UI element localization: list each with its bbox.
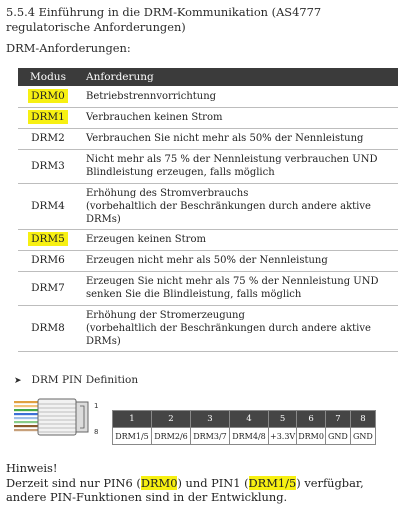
table-row <box>18 149 398 183</box>
requirement-line-1: Erhöhung des Stromverbrauchs <box>86 187 249 199</box>
table-row <box>18 128 398 149</box>
requirement-line-1: Erzeugen keinen Strom <box>86 234 206 245</box>
pin-function-cell: DRM1/5 <box>113 428 152 445</box>
mode-cell <box>18 149 78 183</box>
requirement-line-2: (vorbehaltlich der Beschränkungen durch andere aktive DRMs) <box>86 200 371 225</box>
requirement-line-1: Erzeugen nicht mehr als 50% der Nennleistung <box>86 255 328 266</box>
pin-function-cell: DRM0 <box>297 428 326 445</box>
requirement-line-1: Nicht mehr als 75 % der Nennleistung verbrauchen UND <box>86 154 378 165</box>
highlight-drm1-5: DRM1/5 <box>248 475 297 490</box>
mode-label: DRM8 <box>31 321 65 334</box>
table-row <box>18 305 398 351</box>
cable-wires <box>14 401 38 431</box>
header-mode: Modus <box>18 68 78 86</box>
pin-number-cell: 7 <box>325 411 350 428</box>
table-row <box>18 271 398 305</box>
pin-number-row <box>113 411 376 428</box>
requirement-cell <box>78 107 398 128</box>
table-row <box>18 86 398 107</box>
requirement-cell <box>78 305 398 351</box>
requirement-cell <box>78 229 398 250</box>
mode-cell <box>18 183 78 229</box>
pin-function-cell: GND <box>325 428 350 445</box>
pin-function-cell: GND <box>350 428 375 445</box>
requirement-line-1: Erzeugen Sie nicht mehr als 75 % der Nennleistung UND <box>86 276 379 287</box>
mode-label: DRM6 <box>31 254 65 266</box>
table-row <box>18 250 398 271</box>
note-line-2: andere PIN-Funktionen sind in der Entwicklung. <box>6 490 288 504</box>
requirement-line-2: Blindleistung erzeugen, falls möglich <box>86 167 275 178</box>
pin-definition-heading <box>14 374 138 386</box>
note-block <box>6 461 404 505</box>
section-heading: 5.5.4 Einführung in die DRM-Kommunikation (AS4777 regulatorische Anforderungen) <box>6 5 322 34</box>
requirement-line-2: (vorbehaltlich der Beschränkungen durch andere aktive DRMs) <box>86 322 371 347</box>
pin-number-cell: 2 <box>152 411 191 428</box>
pin-number-cell: 6 <box>297 411 326 428</box>
mode-cell <box>18 107 78 128</box>
pin-function-cell: DRM2/6 <box>152 428 191 445</box>
pin-1-marker: 1 <box>94 402 99 410</box>
pin-number-cell: 5 <box>269 411 297 428</box>
mode-label: DRM1 <box>28 110 68 124</box>
arrow-bullet-icon: ➤ <box>14 376 22 386</box>
note-title: Hinweis! <box>6 461 58 475</box>
drm-requirements-label: DRM-Anforderungen: <box>6 41 131 55</box>
requirement-line-1: Verbrauchen keinen Strom <box>86 112 223 123</box>
table-header-row <box>18 68 398 86</box>
pin-number-cell: 1 <box>113 411 152 428</box>
mode-cell <box>18 86 78 107</box>
table-row <box>18 107 398 128</box>
requirement-cell <box>78 183 398 229</box>
requirement-line-2: senken Sie die Blindleistung, falls möglich <box>86 289 302 300</box>
mode-cell <box>18 271 78 305</box>
pin-definition-title: DRM PIN Definition <box>31 374 139 386</box>
rj45-connector-icon <box>14 396 110 446</box>
mode-cell <box>18 229 78 250</box>
pin-number-cell: 3 <box>191 411 230 428</box>
pin-8-marker: 8 <box>94 428 99 436</box>
pin-function-row <box>113 428 376 445</box>
drm-requirements-table <box>18 68 398 352</box>
mode-label: DRM5 <box>28 232 68 246</box>
pin-number-cell: 4 <box>230 411 269 428</box>
requirement-cell <box>78 250 398 271</box>
pin-function-cell: DRM3/7 <box>191 428 230 445</box>
requirement-cell <box>78 128 398 149</box>
mode-label: DRM2 <box>31 132 65 144</box>
header-requirement: Anforderung <box>78 68 398 86</box>
mode-label: DRM4 <box>31 199 65 212</box>
mode-label: DRM3 <box>31 159 65 172</box>
pin-number-cell: 8 <box>350 411 375 428</box>
requirement-cell <box>78 149 398 183</box>
requirement-line-1: Erhöhung der Stromerzeugung <box>86 309 245 321</box>
table-row <box>18 229 398 250</box>
requirement-cell <box>78 86 398 107</box>
mode-cell <box>18 305 78 351</box>
highlight-drm0: DRM0 <box>140 475 178 490</box>
mode-cell <box>18 128 78 149</box>
note-line-1: Derzeit sind nur PIN6 (DRM0) und PIN1 (DRM1/5) verfügbar, <box>6 475 364 490</box>
pin-definition-table <box>112 410 376 445</box>
table-row <box>18 183 398 229</box>
requirement-line-1: Verbrauchen Sie nicht mehr als 50% der Nennleistung <box>86 133 364 144</box>
mode-label: DRM7 <box>31 281 65 294</box>
pin-function-cell: +3.3V <box>269 428 297 445</box>
requirement-line-1: Betriebstrennvorrichtung <box>86 90 217 102</box>
pin-function-cell: DRM4/8 <box>230 428 269 445</box>
mode-label: DRM0 <box>28 89 68 103</box>
requirement-cell <box>78 271 398 305</box>
mode-cell <box>18 250 78 271</box>
